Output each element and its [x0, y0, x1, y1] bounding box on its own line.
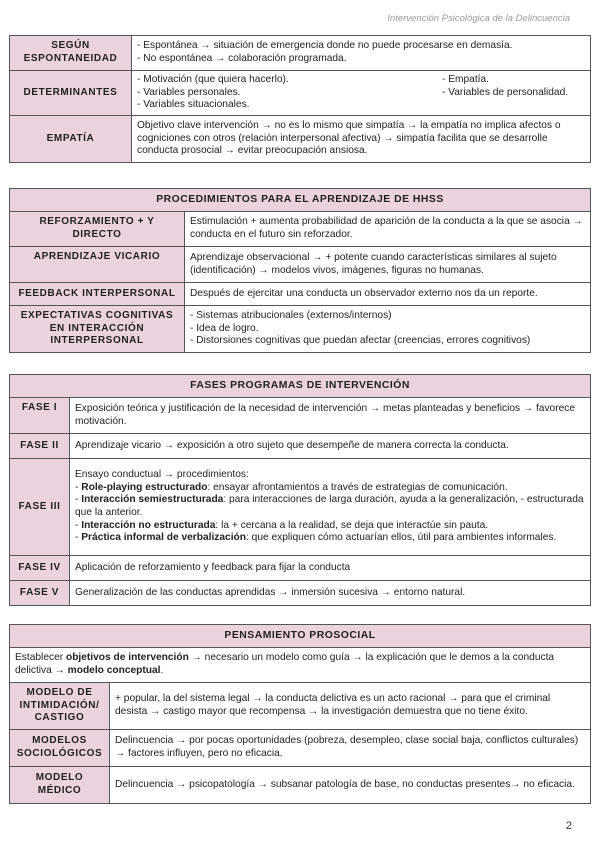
row-label: FASE III: [10, 459, 70, 556]
line: Ensayo conductual → procedimientos:: [75, 469, 249, 481]
table-prosocial-types: [9, 35, 591, 163]
row-content: + popular, la del sistema legal → la conducta delictiva es un acto racional → para que el criminal desista → castigo mayor que recompensa → la investigación demuestra que no tiene éxito.: [110, 683, 591, 730]
row-label: APRENDIZAJE VICARIO: [10, 247, 185, 283]
line: - Variables de personalidad.: [442, 86, 569, 98]
row-label: FASE I: [10, 398, 70, 434]
line: - Práctica informal de verbalización: que expliquen cómo actuarían ellos, útil para ambientes informales.: [75, 532, 557, 544]
table-row: [10, 730, 591, 767]
row-label: FASE V: [10, 581, 70, 606]
row-label: FASE II: [10, 434, 70, 459]
section-title: FASES PROGRAMAS DE INTERVENCIÓN: [10, 375, 591, 398]
table-intervention-phases: [9, 374, 591, 606]
table-row: [10, 434, 591, 459]
row-content: Generalización de las conductas aprendidas → inmersión sucesiva → entorno natural.: [70, 581, 591, 606]
table-row: [10, 459, 591, 556]
table-row: [10, 116, 591, 163]
table-row: [10, 36, 591, 71]
row-label: EMPATÍA: [10, 116, 132, 163]
row-label: SEGÚN ESPONTANEIDAD: [10, 36, 132, 71]
line: - Variables situacionales.: [137, 99, 250, 111]
table-row: [10, 556, 591, 581]
line: - Empatía.: [442, 74, 489, 86]
line: - Espontánea → situación de emergencia donde no puede procesarse en demasía.: [137, 40, 513, 52]
term: Interacción no estructurada: [81, 519, 216, 531]
row-label: MODELO MÉDICO: [10, 767, 110, 804]
row-content: Objetivo clave intervención → no es lo mismo que simpatía → la empatía no implica afectos o cogniciones con otros (relación interpersonal afectiva) → simpatía facilita que se desarrolle conducta prosocial → evitar preocupación ansiosa.: [132, 116, 591, 163]
row-content: Después de ejercitar una conducta un observador externo nos da un reporte.: [185, 283, 591, 306]
row-content: Estimulación + aumenta probabilidad de aparición de la conducta a la que se asocia → conducta en el futuro sin reforzador.: [185, 212, 591, 247]
table-row: [10, 247, 591, 283]
table-row: [10, 683, 591, 730]
table-prosocial-thinking: [9, 624, 591, 804]
line: - Variables personales.: [137, 86, 241, 98]
row-content: Aplicación de reforzamiento y feedback para fijar la conducta: [70, 556, 591, 581]
row-content: Aprendizaje vicario → exposición a otro sujeto que desempeñe de manera correcta la conducta.: [70, 434, 591, 459]
line: - No espontánea → colaboración programada.: [137, 53, 347, 64]
page-number: 2: [565, 820, 572, 832]
term: Práctica informal de verbalización: [81, 532, 246, 544]
line: - Interacción semiestructurada: para interacciones de larga duración, ayuda a la generalización, - estructurada que la anterior.: [75, 494, 584, 518]
row-label: MODELO DE INTIMIDACIÓN/ CASTIGO: [10, 683, 110, 730]
row-label: MODELOS SOCIOLÓGICOS: [10, 730, 110, 767]
line: - Interacción no estructurada: la + cercana a la realidad, se deja que interactúe sin pauta.: [75, 519, 489, 531]
line: - Motivación (que quiera hacerlo).: [137, 74, 289, 86]
table-row: [10, 71, 591, 116]
row-label: FASE IV: [10, 556, 70, 581]
section-title: PROCEDIMIENTOS PARA EL APRENDIZAJE DE HHSS: [10, 189, 591, 212]
line: - Sistemas atribucionales (externos/internos): [190, 310, 392, 322]
intro-text: Establecer objetivos de intervención → necesario un modelo como guía → la explicación que le demos a la conducta delictiva → modelo conceptual.: [10, 648, 591, 683]
table-row: [10, 648, 591, 683]
table-row: [10, 212, 591, 247]
row-label: FEEDBACK INTERPERSONAL: [10, 283, 185, 306]
line: - Distorsiones cognitivas que puedan afectar (creencias, errores cognitivos): [190, 335, 531, 347]
table-row: [10, 581, 591, 606]
table-row: [10, 398, 591, 434]
term: Role-playing estructurado: [81, 481, 208, 493]
term: Interacción semiestructurada: [81, 494, 224, 506]
row-content: Delincuencia → psicopatología → subsanar patología de base, no conductas presentes→ no eficacia.: [110, 767, 591, 804]
table-row: [10, 283, 591, 306]
row-content: Aprendizaje observacional → + potente cuando características similares al sujeto (identificación) → modelos vivos, imágenes, figuras no humanas.: [185, 247, 591, 283]
section-title: PENSAMIENTO PROSOCIAL: [10, 625, 591, 648]
row-content: [132, 36, 591, 71]
line: - Idea de logro.: [190, 322, 259, 334]
row-content: Delincuencia → por pocas oportunidades (pobreza, desempleo, clase social baja, conflictos culturales) → factores influyen, pero no eficacia.: [110, 730, 591, 767]
line: - Role-playing estructurado: ensayar afrontamientos a través de estrategias de comunicación.: [75, 481, 508, 493]
row-content: [185, 306, 591, 353]
row-label: DETERMINANTES: [10, 71, 132, 116]
row-content: [132, 71, 591, 116]
row-label: REFORZAMIENTO + Y DIRECTO: [10, 212, 185, 247]
row-content: [70, 459, 591, 556]
table-hhss-procedures: [9, 188, 591, 353]
table-row: [10, 306, 591, 353]
table-row: [10, 767, 591, 804]
row-content: Exposición teórica y justificación de la necesidad de intervención → metas planteadas y beneficios → favorece motivación.: [70, 398, 591, 434]
row-label: EXPECTATIVAS COGNITIVAS EN INTERACCIÓN INTERPERSONAL: [10, 306, 185, 353]
running-header: Intervención Psicológica de la Delincuencia: [387, 13, 570, 24]
